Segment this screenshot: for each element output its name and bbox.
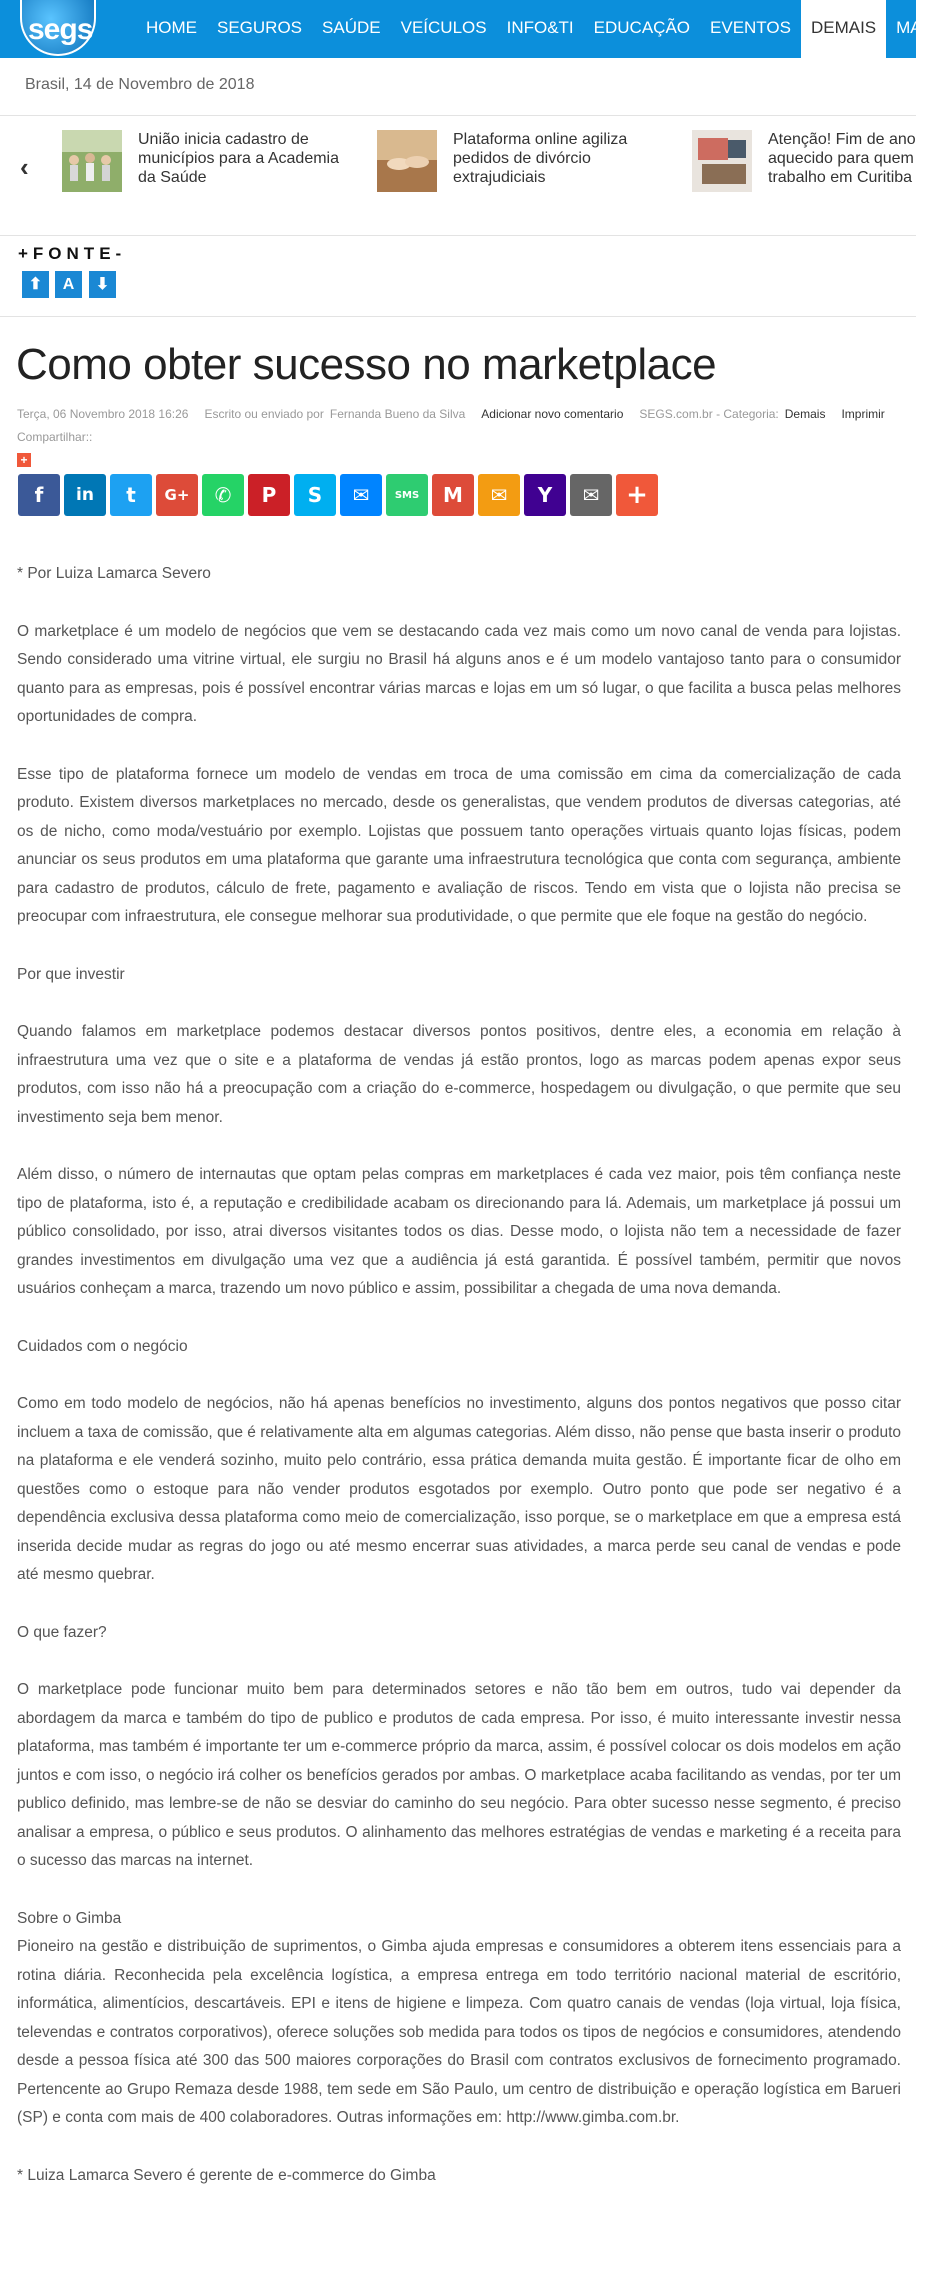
- nav-item-eventos[interactable]: EVENTOS: [710, 18, 791, 37]
- more-share-button[interactable]: +: [616, 474, 658, 516]
- pinterest-share-button[interactable]: P: [248, 474, 290, 516]
- section-heading: O que fazer?: [17, 1623, 107, 1641]
- article-author: Fernanda Bueno da Silva: [329, 407, 466, 421]
- nav-menu: [136, 0, 948, 58]
- email-orange-share-button[interactable]: ✉: [478, 474, 520, 516]
- facebook-share-button[interactable]: f: [18, 474, 60, 516]
- carousel-thumbnail: [377, 130, 437, 192]
- top-navbar: [0, 0, 938, 58]
- sms-share-button[interactable]: SMS: [386, 474, 428, 516]
- nav-item-demais[interactable]: DEMAIS: [801, 0, 886, 58]
- article-paragraph: Quando falamos em marketplace podemos destacar diversos pontos positivos, dentre eles, a economia em relação à infraestrutura uma vez que o site e a plataforma de vendas já estão prontos, logo as marcas podem apenas expor seus produtos, com isso não há a preocupação com a criação do e-commerce, hospedagem ou divulgação, o que permite que seu investimento seja bem menor.: [17, 1023, 901, 1126]
- font-increase-icon[interactable]: ⬆: [22, 271, 49, 298]
- date-bar: [0, 58, 916, 116]
- carousel-headline: Atenção! Fim de ano aquecido para quem trabalho em Curitiba: [768, 131, 916, 186]
- logo-text: segs: [28, 13, 93, 46]
- divider: [0, 316, 916, 317]
- font-reset-button[interactable]: A: [55, 271, 82, 298]
- carousel-headline: Plataforma online agiliza pedidos de divórcio extrajudiciais: [453, 131, 628, 186]
- article-date: Terça, 06 Novembro 2018 16:26: [17, 407, 189, 421]
- nav-item-home[interactable]: HOME: [146, 18, 197, 37]
- nav-item-seguros[interactable]: SEGUROS: [217, 18, 303, 37]
- nav-item-mais[interactable]: MAIS: [896, 18, 938, 37]
- carousel-thumbnail: [692, 130, 752, 192]
- gmail-share-button[interactable]: M: [432, 474, 474, 516]
- nav-item-veiculos[interactable]: VEÍCULOS: [400, 18, 487, 37]
- font-size-label: +FONTE-: [18, 244, 127, 263]
- nav-item-info-ti[interactable]: INFO&TI: [506, 18, 574, 37]
- section-heading: Sobre o Gimba: [17, 1909, 122, 1927]
- email-share-button[interactable]: ✉: [570, 474, 612, 516]
- article-footnote: * Luiza Lamarca Severo é gerente de e-commerce do Gimba: [17, 2166, 436, 2184]
- carousel-prev-icon[interactable]: ‹: [20, 152, 29, 182]
- google-plus-share-button[interactable]: G+: [156, 474, 198, 516]
- linkedin-share-button[interactable]: in: [64, 474, 106, 516]
- category-link[interactable]: Demais: [784, 407, 826, 421]
- article-paragraph: Como em todo modelo de negócios, não há apenas benefícios no investimento, alguns dos pontos negativos que posso citar incluem a taxa de comissão, que é relativamente alta em algumas categorias. Além disso, não pense que basta inserir o produto na plataforma e ele venderá sozinho, muito pelo contrário, essa prática demanda muita gestão. É importante ficar de olho em questões como o estoque para não vender produtos esgotados por exemplo. Outro ponto que pode ser negativo é a dependência exclusiva dessa plataforma como meio de comercialização, isso porque, se o marketplace em que a empresa está inserida decide mudar as regras do jogo ou até mesmo encerrar suas atividades, a marca perde seu canal de vendas e pode até mesmo quebrar.: [17, 1395, 901, 1583]
- nav-item-saude[interactable]: SAÚDE: [322, 18, 381, 37]
- author-label: Escrito ou enviado por: [204, 407, 324, 421]
- print-link[interactable]: Imprimir: [841, 407, 885, 421]
- share-plus-icon[interactable]: +: [17, 453, 31, 467]
- messenger-share-button[interactable]: ✉: [340, 474, 382, 516]
- carousel-headline: União inicia cadastro de municípios para a Academia da Saúde: [138, 131, 339, 186]
- section-heading: Por que investir: [17, 965, 125, 983]
- skype-share-button[interactable]: S: [294, 474, 336, 516]
- article-byline: * Por Luiza Lamarca Severo: [17, 565, 211, 582]
- yahoo-share-button[interactable]: Y: [524, 474, 566, 516]
- article-meta: [17, 407, 891, 421]
- nav-item-educacao[interactable]: EDUCAÇÃO: [593, 18, 691, 37]
- share-buttons: [18, 474, 662, 516]
- whatsapp-share-button[interactable]: ✆: [202, 474, 244, 516]
- carousel-thumbnail: [62, 130, 122, 192]
- share-label: Compartilhar::: [17, 430, 93, 444]
- news-carousel: [0, 116, 916, 236]
- article-paragraph: Esse tipo de plataforma fornece um modelo de vendas em troca de uma comissão em cima da comercialização de cada produto. Existem diversos marketplaces no mercado, desde os generalistas, que vendem produtos de diversas categorias, até os de nicho, como moda/vestuário por exemplo. Lojistas que possuem tanto operações virtuais quanto lojas físicas, podem anunciar os seus produtos em uma plataforma que garante uma infraestrutura tecnológica que conta com segurança, ambiente para cadastro de produtos, cálculo de frete, pagamento e avaliação de riscos. Tendo em vista que o lojista não precisa se preocupar com infraestrutura, ele consegue melhorar sua produtividade, o que permite que ele foque na gestão do negócio.: [17, 765, 901, 925]
- font-decrease-icon[interactable]: ⬇: [89, 271, 116, 298]
- add-comment-link[interactable]: Adicionar novo comentario: [481, 407, 624, 421]
- article-paragraph: O marketplace pode funcionar muito bem para determinados setores e não tão bem em outros, tudo vai depender da abordagem da marca e também do tipo de publico e produtos de cada empresa. Por isso, é muito interessante investir nessa plataforma, mas também é importante ter um e-commerce próprio da marca, assim, é possível colocar os dois modelos em ação juntos e com isso, o negócio irá colher os benefícios gerados por ambas. O marketplace acaba facilitando as vendas, por ter um publico definido, mas lembre-se de não se desviar do caminho do seu negócio. Para obter sucesso nesse segmento, é preciso analisar a empresa, o público e seus produtos. O alinhamento das melhores estratégias de vendas e marketing é a receita para o sucesso das marcas na internet.: [17, 1681, 901, 1869]
- article-body: [17, 560, 901, 2219]
- twitter-share-button[interactable]: t: [110, 474, 152, 516]
- article-title: Como obter sucesso no marketplace: [16, 340, 717, 389]
- article-paragraph: Além disso, o número de internautas que optam pelas compras em marketplaces é cada vez maior, pois têm confiança neste tipo de plataforma, isto é, a reputação e credibilidade acabam os direcionando para lá. Ademais, um marketplace já possui um público consolidado, por isso, atrai diversos visitantes todos os dias. Desse modo, o lojista não tem a necessidade de fazer grandes investimentos em divulgação uma vez que a audiência já está garantida. É possível também, permitir que novos usuários conheçam a marca, trazendo um novo público e assim, possibilitar a chegada de uma nova demanda.: [17, 1166, 901, 1297]
- article-paragraph: Pioneiro na gestão e distribuição de suprimentos, o Gimba ajuda empresas e consumidores a obterem itens essenciais para a rotina diária. Reconhecida pela excelência logística, a empresa entrega em todo território nacional material de escritório, informática, alimentícios, descartáveis. EPI e itens de higiene e limpeza. Com quatro canais de vendas (loja virtual, loja física, televendas e contratos corporativos), oferece soluções sob medida para todos os tipos de negócios e consumidores, atendendo desde a pessoa física até 300 das 500 maiores corporações do Brasil com contratos exclusivos de fornecimento programado. Pertencente ao Grupo Remaza desde 1988, tem sede em São Paulo, um centro de distribuição e operação logística em Barueri (SP) e conta com mais de 400 colaboradores. Outras informações em: http://www.gimba.com.br.: [17, 1938, 901, 2126]
- current-date: Brasil, 14 de Novembro de 2018: [25, 76, 255, 93]
- category-label: SEGS.com.br - Categoria:: [639, 407, 779, 421]
- section-heading: Cuidados com o negócio: [17, 1337, 188, 1355]
- article-paragraph: O marketplace é um modelo de negócios que vem se destacando cada vez mais como um novo canal de venda para lojistas. Sendo considerado uma vitrine virtual, ele surgiu no Brasil há alguns anos e é um modelo vantajoso tanto para o consumidor quanto para as empresas, pois é possível encontrar várias marcas e lojas em um só lugar, o que facilita a busca pelas melhores oportunidades de compra.: [17, 622, 901, 725]
- site-logo[interactable]: [14, 0, 96, 56]
